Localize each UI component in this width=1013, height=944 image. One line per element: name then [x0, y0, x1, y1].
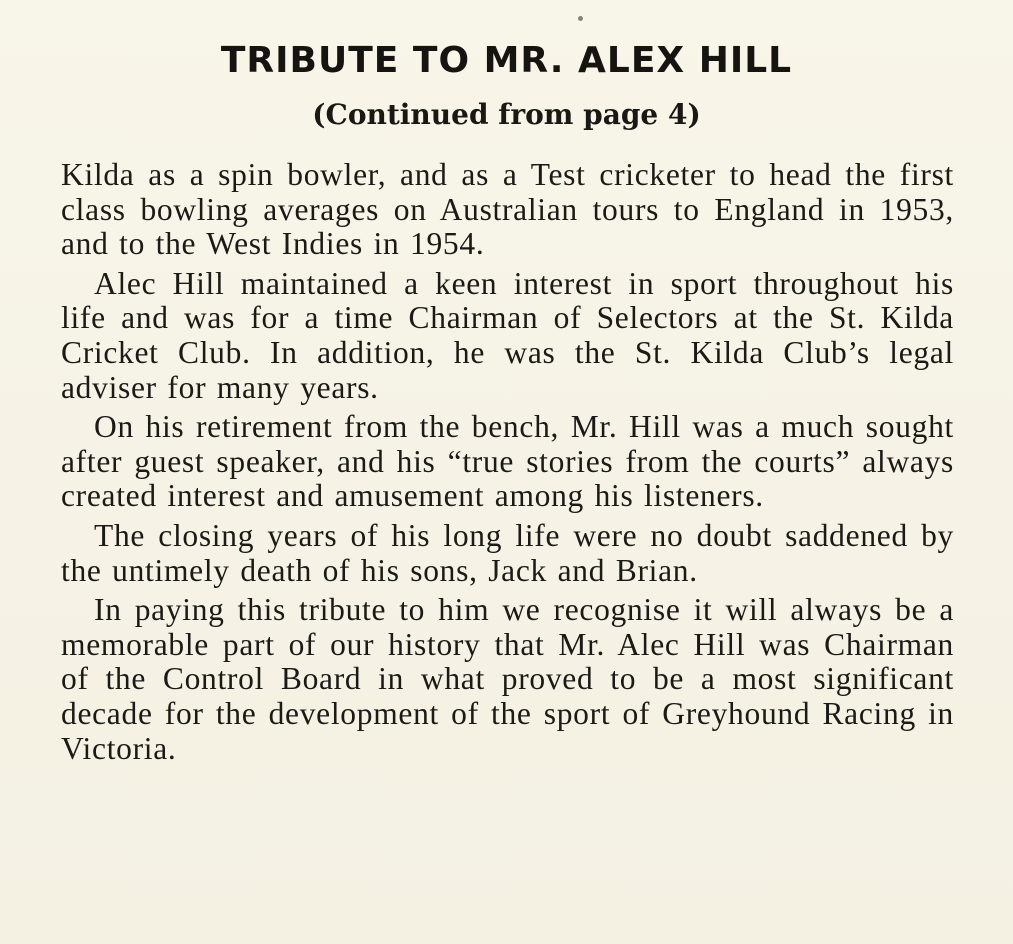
article-body: [61, 158, 954, 771]
paragraph-5: In paying this tribute to him we recognise it will always be a memorable part of our history that Mr. Alec Hill was Chairman of the Control Board in what proved to be a most significant decade for the development of the sport of Greyhound Racing in Victoria.: [61, 592, 954, 766]
continuation-note: (Continued from page 4): [312, 98, 701, 131]
article-title: TRIBUTE TO MR. ALEX HILL: [220, 40, 793, 81]
paragraph-3: On his retirement from the bench, Mr. Hill was a much sought after guest speaker, and his “true stories from the courts” always created interest and amusement among his listeners.: [61, 409, 954, 514]
paragraph-4: The closing years of his long life were no doubt saddened by the untimely death of his sons, Jack and Brian.: [61, 517, 954, 588]
paragraph-1: Kilda as a spin bowler, and as a Test cricketer to head the first class bowling averages on Australian tours to England in 1953, and to the West Indies in 1954.: [61, 157, 954, 262]
paragraph-2: Alec Hill maintained a keen interest in sport throughout his life and was for a time Chairman of Selectors at the St. Kilda Cricket Club. In addition, he was the St. Kilda Club’s legal adviser for many years.: [61, 265, 954, 405]
print-speck: [578, 16, 583, 21]
